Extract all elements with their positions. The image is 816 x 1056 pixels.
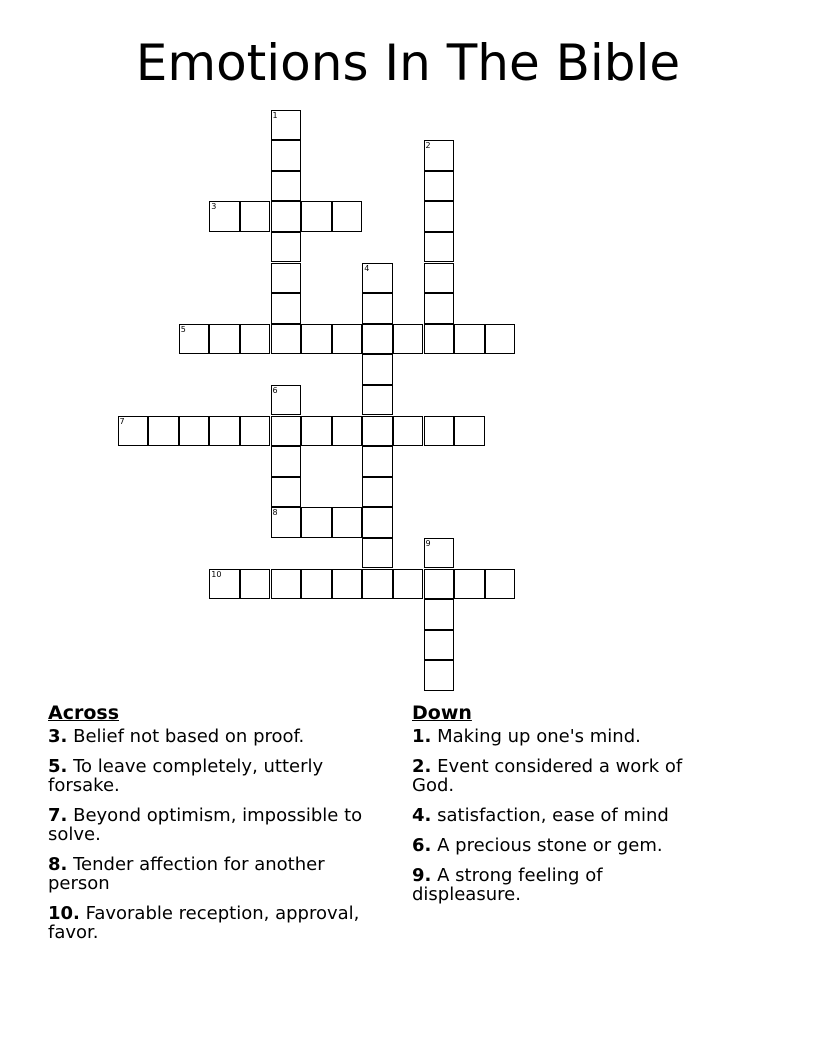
clue-text: To leave completely, utterly forsake. [48,756,324,796]
grid-cell[interactable] [454,416,485,447]
grid-cell[interactable] [209,324,240,355]
down-clue [412,836,712,855]
grid-cell[interactable] [332,416,363,447]
grid-cell[interactable] [362,477,393,508]
clue-text: A strong feeling of displeasure. [412,865,603,905]
grid-cell[interactable] [424,201,455,232]
down-clue [412,866,712,904]
grid-cell[interactable] [362,569,393,600]
across-heading: Across [48,702,120,724]
clue-text: Belief not based on proof. [73,726,305,747]
across-clue [48,727,388,746]
clue-number: 10. [48,903,80,924]
grid-cell[interactable] [424,171,455,202]
across-clues [48,702,388,953]
grid-cell[interactable] [362,385,393,416]
grid-cell[interactable] [118,416,149,447]
clue-number: 2. [412,756,432,777]
grid-cell[interactable] [332,569,363,600]
grid-cell[interactable] [393,569,424,600]
grid-cell[interactable] [424,263,455,294]
clue-number-label: 3 [211,202,217,212]
grid-cell[interactable] [485,569,516,600]
grid-cell[interactable] [424,324,455,355]
grid-cell[interactable] [362,293,393,324]
grid-cell[interactable] [209,416,240,447]
grid-cell[interactable] [271,263,302,294]
across-clue [48,855,388,893]
grid-cell[interactable] [424,293,455,324]
clue-number-label: 8 [272,508,278,518]
across-clue [48,806,388,844]
grid-cell[interactable] [301,569,332,600]
clue-number: 5. [48,756,68,777]
grid-cell[interactable] [362,324,393,355]
clue-number: 6. [412,835,432,856]
clue-text: Event considered a work of God. [412,756,683,796]
grid-cell[interactable] [148,416,179,447]
clue-text: A precious stone or gem. [437,835,663,856]
across-clue [48,757,388,795]
grid-cell[interactable] [240,324,271,355]
clue-text: Making up one's mind. [437,726,641,747]
grid-cell[interactable] [424,538,455,569]
grid-cell[interactable] [240,416,271,447]
clue-number: 8. [48,854,68,875]
grid-cell[interactable] [424,630,455,661]
grid-cell[interactable] [424,416,455,447]
grid-cell[interactable] [393,324,424,355]
grid-cell[interactable] [362,354,393,385]
grid-cell[interactable] [393,416,424,447]
clue-number: 9. [412,865,432,886]
grid-cell[interactable] [301,507,332,538]
grid-cell[interactable] [424,569,455,600]
clue-number: 4. [412,805,432,826]
grid-cell[interactable] [362,263,393,294]
clue-text: satisfaction, ease of mind [437,805,669,826]
grid-cell[interactable] [332,201,363,232]
grid-cell[interactable] [271,110,302,141]
grid-cell[interactable] [454,324,485,355]
grid-cell[interactable] [424,232,455,263]
grid-cell[interactable] [454,569,485,600]
grid-cell[interactable] [179,324,210,355]
grid-cell[interactable] [271,232,302,263]
grid-cell[interactable] [362,446,393,477]
grid-cell[interactable] [362,538,393,569]
down-clue [412,806,712,825]
grid-cell[interactable] [424,599,455,630]
grid-cell[interactable] [179,416,210,447]
clue-text: Tender affection for another person [48,854,325,894]
grid-cell[interactable] [301,201,332,232]
clue-number: 7. [48,805,68,826]
grid-cell[interactable] [209,569,240,600]
clue-number-label: 4 [364,263,370,273]
clue-number-label: 2 [425,141,431,151]
grid-cell[interactable] [362,507,393,538]
grid-cell[interactable] [209,201,240,232]
clue-number-label: 9 [425,538,431,548]
grid-cell[interactable] [271,569,302,600]
clue-text: Beyond optimism, impossible to solve. [48,805,363,845]
grid-cell[interactable] [332,507,363,538]
clue-number-label: 1 [272,110,278,120]
clue-number: 3. [48,726,68,747]
across-clue [48,904,388,942]
grid-cell[interactable] [271,416,302,447]
grid-cell[interactable] [271,385,302,416]
grid-cell[interactable] [485,324,516,355]
grid-cell[interactable] [271,446,302,477]
grid-cell[interactable] [271,140,302,171]
down-clue [412,727,712,746]
grid-cell[interactable] [271,324,302,355]
clue-number-label: 10 [211,569,222,579]
page-title: Emotions In The Bible [135,34,681,92]
down-clue [412,757,712,795]
down-clues [412,702,712,915]
grid-cell[interactable] [301,416,332,447]
grid-cell[interactable] [424,140,455,171]
clue-number: 1. [412,726,432,747]
clue-number-label: 5 [180,324,186,334]
grid-cell[interactable] [362,416,393,447]
grid-cell[interactable] [271,171,302,202]
down-heading: Down [412,702,472,724]
grid-cell[interactable] [271,293,302,324]
grid-cell[interactable] [271,477,302,508]
grid-cell[interactable] [240,569,271,600]
clue-number-label: 7 [119,416,125,426]
grid-cell[interactable] [271,201,302,232]
clue-text: Favorable reception, approval, favor. [48,903,360,943]
clue-number-label: 6 [272,385,278,395]
grid-cell[interactable] [301,324,332,355]
grid-cell[interactable] [240,201,271,232]
grid-cell[interactable] [332,324,363,355]
grid-cell[interactable] [424,660,455,691]
grid-cell[interactable] [271,507,302,538]
